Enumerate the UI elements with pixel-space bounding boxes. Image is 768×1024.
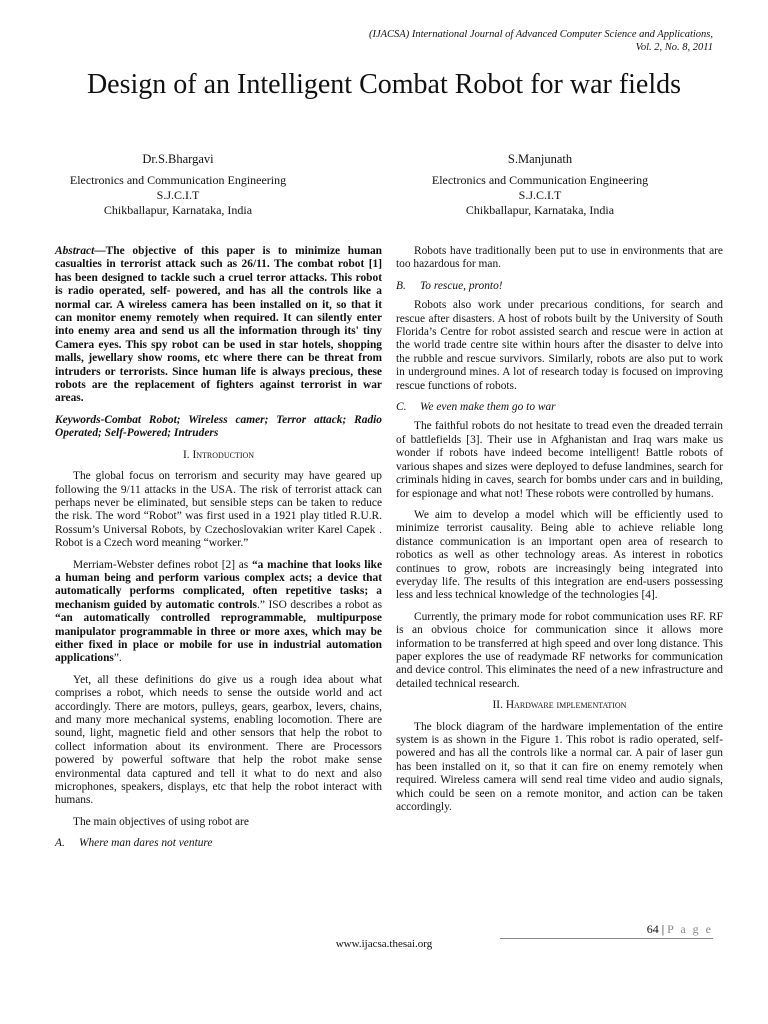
text-run: .” ISO describes a robot as	[256, 598, 382, 611]
intro-paragraph-3: Yet, all these definitions do give us a rough idea about what comprises a robot, which needs to sense the outside world and act accordingly. There are motors, pulleys, gears, gearbox, levers, chains, and many more mechanical systems, enabling locomotion. There are sound, light, magnetic field and other sensors that help the robot to collect information about its environment. There are Processors powered by powerful software that help the robot make sense environmental data captured and tell it what to do next and also microphones, speakers, displays, etc that help the robot interact with humans.	[55, 673, 382, 807]
section-heading-introduction	[55, 449, 382, 462]
journal-header	[369, 28, 713, 54]
subsection-heading-a	[55, 837, 382, 850]
abstract	[55, 245, 382, 406]
author-location: Chikballapur, Karnataka, India	[103, 203, 253, 217]
author-location: Chikballapur, Karnataka, India	[465, 203, 615, 217]
author-name: Dr.S.Bhargavi	[142, 152, 214, 166]
author-institution: S.J.C.I.T	[156, 188, 200, 202]
abstract-label: Abstract	[55, 245, 95, 257]
author-block-2	[390, 152, 690, 218]
subsection-heading-b	[396, 280, 723, 293]
journal-header-line2: Vol. 2, No. 8, 2011	[635, 42, 713, 53]
subsection-title: To rescue, pronto!	[420, 279, 503, 292]
section-number: I.	[182, 448, 190, 461]
intro-paragraph-1: The global focus on terrorism and security may have geared up following the 9/11 attacks in the USA. The risk of terrorist attack can perhaps never be eliminated, but sensible steps can be taken to reduce the risk. The word “Robot” was first used in a 1921 play titled R.U.R. Rossum’s Universal Robots, by Czechoslovakian writer Karel Capek . Robot is a Czech word meaning “worker.”	[55, 470, 382, 550]
intro-paragraph-2	[55, 559, 382, 666]
section-title: Hardware implementation	[505, 699, 627, 712]
author-institution: S.J.C.I.T	[518, 188, 562, 202]
right-paragraph-4: We aim to develop a model which will be efficiently used to minimize terrorist causality. Being able to achieve reliable long distance communication is an important open area of research to robotics as well as other technology areas. As interest in robotics continues to grow, robots are increasingly being integrated into everyday life. The results of this integration are end-users possessing less and less technical knowledge of the technologies [4].	[396, 508, 723, 602]
footer-url[interactable]: www.ijacsa.thesai.org	[335, 938, 433, 950]
right-paragraph-6: The block diagram of the hardware implementation of the entire system is as shown in the Figure 1. This robot is radio operated, self-powered and has all the controls like a normal car. A pair of laser gun has been installed on it, so that it can fire on enemy remotely when required. Wireless camera will send real time video and audio signals, which could be seen on a remote monitor, and action can be taken accordingly.	[396, 720, 723, 814]
section-number: II.	[492, 699, 503, 712]
subsection-letter: A.	[55, 837, 65, 850]
page-number-separator: |	[658, 922, 668, 936]
subsection-letter: B.	[396, 279, 406, 292]
text-run: ”.	[113, 652, 122, 665]
paper-title: Design of an Intelligent Combat Robot for war fields	[86, 69, 682, 100]
author-dept: Electronics and Communication Engineering	[69, 173, 287, 187]
subsection-heading-c	[396, 401, 723, 414]
author-dept: Electronics and Communication Engineering	[431, 173, 649, 187]
text-run: Merriam-Webster defines robot [2] as	[73, 558, 252, 571]
subsection-letter: C.	[396, 401, 407, 414]
subsection-title: We even make them go to war	[420, 401, 556, 414]
right-column	[396, 245, 723, 822]
abstract-dash: —	[94, 245, 106, 257]
page-number-value: 64	[646, 922, 659, 936]
page-number	[647, 922, 713, 937]
right-paragraph-3: The faithful robots do not hesitate to tread even the dreaded terrain of battlefields [3]. Their use in Afghanistan and Iraq wars make us wonder if robots have indeed become intelligent! Battle robots of various shapes and sizes were deployed to defuse landmines, search for criminals hiding in caves, search for bombs under cars and in building, for espionage and what not! These robots were controlled by humans.	[396, 420, 723, 500]
keywords: Keywords-Combat Robot; Wireless camer; Terror attack; Radio Operated; Self-Powered; Intruders	[55, 413, 382, 440]
author-block-1	[28, 152, 328, 218]
author-name: S.Manjunath	[507, 152, 573, 166]
abstract-text: The objective of this paper is to minimize human casualties in terrorist attack such as 26/11. The combat robot [1] has been designed to tackle such a cruel terror attacks. This robot is radio operated, self- powered, and has all the controls like a normal car. A wireless camera has been installed on it, so that it can monitor enemy remotely when required. It can silently enter into enemy area and send us all the information through its' tiny Camera eyes. This spy robot can be used in star hotels, shopping malls, jewellary show rooms, etc where there can be threat from intruders or terrorists. Since human life is always precious, these robots are the replacement of fighters against terrorist in war areas.	[55, 245, 382, 405]
right-paragraph-2: Robots also work under precarious conditions, for search and rescue after disasters. A host of robots built by the University of South Florida’s Centre for robot assisted search and rescue were in action at the world trade centre site within hours after the disaster to delve into the rubble and rescue survivors. Similarly, robots are also put to work in underground mines. A lot of research today is focused on improving rescue functions of robots.	[396, 299, 723, 392]
section-title: Introduction	[192, 448, 255, 461]
text-run-bold: “a machine that looks like a human being and perform various complex acts; a device that automatically performs complicated, often repetitive tasks; a mechanism guided by automatic controls	[55, 558, 383, 611]
journal-header-line1: (IJACSA) International Journal of Advanced Computer Science and Applications,	[368, 29, 713, 40]
subsection-title: Where man dares not venture	[79, 837, 213, 850]
section-heading-hardware	[396, 699, 723, 712]
text-run-bold: “an automatically controlled reprogrammable, multipurpose manipulator programmable in three or more axes, which may be either fixed in place or mobile for use in industrial automation applications	[55, 612, 382, 665]
right-paragraph-5: Currently, the primary mode for robot communication uses RF. RF is an obvious choice for communication since it allows more information to be transferred at high speed and over long distance. This paper explores the use of readymade RF networks for communication and device control. This eliminates the need of a new infrastructure and detailed technical research.	[396, 610, 723, 690]
right-paragraph-1: Robots have traditionally been put to use in environments that are too hazardous for man.	[396, 245, 723, 271]
intro-paragraph-4: The main objectives of using robot are	[73, 815, 249, 828]
left-column	[55, 245, 382, 857]
page-word: P a g e	[667, 922, 713, 936]
